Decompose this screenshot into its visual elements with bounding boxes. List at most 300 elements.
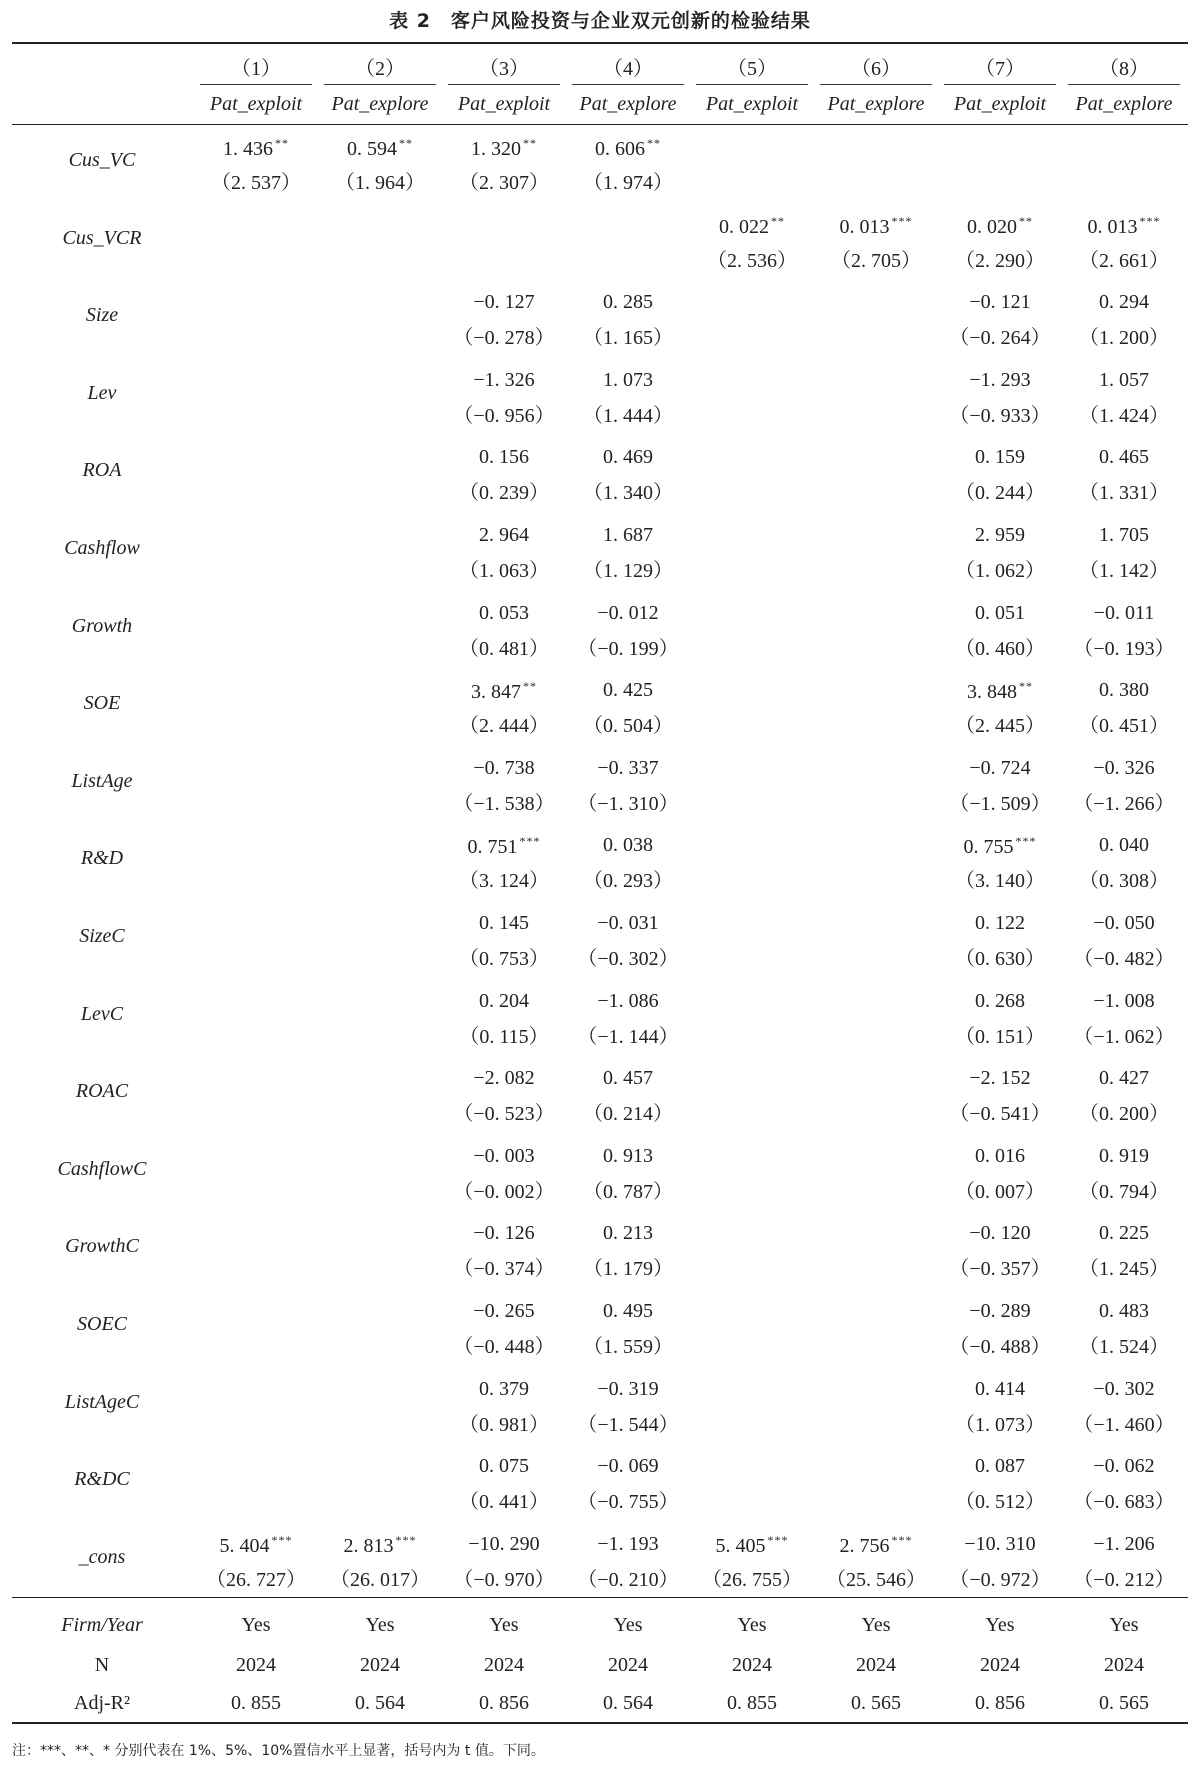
coefficient — [817, 1533, 935, 1558]
footer-value: Yes — [861, 1614, 891, 1636]
coef-value: 5. 404 — [219, 1534, 270, 1557]
coef-value: 0. 122 — [975, 912, 1025, 934]
coef-value: 0. 465 — [1099, 446, 1149, 469]
coef-value: −2. 152 — [969, 1067, 1031, 1090]
coefficient — [445, 757, 563, 780]
column-number: （1） — [231, 58, 281, 80]
significance-stars: *** — [891, 1532, 913, 1547]
t-statistic: （−0. 482） — [1073, 948, 1175, 970]
t-statistic: （−1. 310） — [577, 792, 679, 815]
coef-value: 0. 013 — [1087, 215, 1138, 238]
coef-value: 0. 051 — [975, 601, 1025, 624]
t-statistic: （−0. 972） — [949, 1568, 1051, 1591]
column-underline — [696, 84, 808, 85]
t-statistic: （−0. 448） — [453, 1336, 555, 1358]
coef-value: 3. 847 — [471, 681, 521, 704]
coef-value: 5. 405 — [715, 1534, 766, 1557]
coef-value: 0. 145 — [479, 912, 529, 934]
column-number: （3） — [479, 58, 529, 80]
column-underline — [820, 84, 932, 85]
row-label: ROAC — [75, 1080, 129, 1103]
t-statistic: （−0. 264） — [949, 327, 1051, 350]
coefficient — [569, 1455, 687, 1478]
coefficient — [941, 1300, 1059, 1323]
row-label: _cons — [78, 1545, 126, 1568]
coef-value: 3. 848 — [967, 681, 1017, 704]
footer-value: Yes — [365, 1614, 395, 1636]
t-statistic: （0. 441） — [459, 1491, 549, 1514]
coefficient — [1065, 1222, 1183, 1245]
t-statistic: （2. 536） — [707, 249, 797, 272]
coefficient — [1065, 1378, 1183, 1401]
t-statistic: （−0. 357） — [949, 1258, 1051, 1281]
coefficient — [1065, 369, 1183, 392]
t-statistic: （0. 239） — [459, 482, 549, 505]
coef-value: 1. 687 — [603, 524, 653, 546]
row-label: Size — [85, 304, 119, 327]
coef-value: 2. 756 — [839, 1534, 890, 1557]
coef-value: 0. 159 — [975, 446, 1025, 469]
coef-value: 0. 483 — [1099, 1300, 1149, 1322]
t-statistic: （1. 179） — [583, 1258, 673, 1281]
coefficient — [817, 214, 935, 239]
significance-stars: *** — [395, 1532, 417, 1547]
coefficient — [941, 1455, 1059, 1478]
coef-value: 0. 457 — [603, 1067, 653, 1090]
coef-value: 0. 013 — [839, 215, 890, 238]
coefficient — [1065, 291, 1183, 314]
coef-value: 0. 022 — [719, 215, 769, 238]
row-label: SizeC — [79, 925, 125, 947]
table-title: 表 2 客户风险投资与企业双元创新的检验结果 — [389, 10, 811, 32]
t-statistic: （−0. 683） — [1073, 1491, 1175, 1514]
coefficient — [569, 602, 687, 625]
coefficient — [569, 524, 687, 547]
coefficient — [569, 291, 687, 314]
footer-value: 0. 855 — [727, 1692, 777, 1714]
coef-value: 0. 380 — [1099, 679, 1149, 702]
coef-value: −0. 050 — [1093, 912, 1155, 934]
significance-stars: *** — [519, 834, 541, 849]
coef-value: 1. 436 — [223, 138, 273, 160]
footer-value: Yes — [737, 1614, 767, 1636]
t-statistic: （−1. 509） — [949, 792, 1051, 815]
t-statistic: （1. 524） — [1079, 1336, 1169, 1358]
coef-value: −0. 319 — [597, 1377, 659, 1400]
column-underline — [200, 84, 312, 85]
row-label: Cus_VC — [68, 149, 136, 171]
t-statistic: （26. 017） — [330, 1568, 430, 1591]
significance-stars: ** — [523, 679, 537, 694]
coef-value: −0. 326 — [1093, 756, 1155, 779]
coef-value: 0. 751 — [467, 836, 518, 859]
bottom-rule — [12, 1722, 1188, 1724]
coefficient — [1065, 214, 1183, 239]
coefficient — [569, 1378, 687, 1401]
column-number: （2） — [355, 58, 405, 80]
row-label: ROA — [82, 459, 122, 482]
t-statistic: （1. 444） — [583, 404, 673, 427]
footer-label: Firm/Year — [61, 1614, 143, 1636]
t-statistic: （1. 062） — [955, 560, 1045, 582]
footer-value: 2024 — [1104, 1654, 1144, 1676]
column-underline — [572, 84, 684, 85]
t-statistic: （−0. 488） — [949, 1336, 1051, 1358]
t-statistic: （−0. 541） — [949, 1103, 1051, 1126]
coefficient — [445, 990, 563, 1013]
row-label: GrowthC — [65, 1235, 139, 1258]
t-statistic: （1. 165） — [583, 327, 673, 350]
column-name: Pat_exploit — [953, 93, 1047, 115]
coefficient — [197, 136, 315, 161]
coefficient — [941, 1145, 1059, 1168]
coef-value: −10. 290 — [468, 1532, 540, 1555]
coef-value: 0. 755 — [963, 836, 1014, 859]
column-number: （7） — [975, 58, 1025, 80]
t-statistic: （0. 981） — [459, 1413, 549, 1436]
t-statistic: （0. 512） — [955, 1491, 1045, 1514]
coef-value: 0. 038 — [603, 834, 653, 857]
coef-value: 0. 427 — [1099, 1067, 1149, 1090]
coef-value: 0. 414 — [975, 1377, 1025, 1400]
coefficient — [693, 214, 811, 239]
coefficient — [1065, 602, 1183, 625]
footer-value: 0. 856 — [975, 1692, 1025, 1714]
column-name: Pat_exploit — [457, 93, 551, 115]
t-statistic: （2. 290） — [955, 249, 1045, 272]
t-statistic: （−0. 002） — [453, 1180, 555, 1203]
coefficient — [941, 291, 1059, 314]
coefficient — [1065, 524, 1183, 547]
coef-value: 0. 268 — [975, 989, 1025, 1012]
column-underline — [324, 84, 436, 85]
body-bottom-rule — [12, 1597, 1188, 1598]
footer-label: Adj-R² — [74, 1692, 130, 1714]
t-statistic: （1. 245） — [1079, 1258, 1169, 1281]
coef-value: 1. 320 — [471, 138, 521, 160]
column-number: （5） — [727, 58, 777, 80]
coefficient — [941, 679, 1059, 704]
coefficient — [445, 369, 563, 392]
coef-value: 0. 040 — [1099, 834, 1149, 857]
coefficient — [569, 1145, 687, 1168]
footer-value: 2024 — [608, 1654, 648, 1676]
significance-stars: *** — [1015, 834, 1037, 849]
column-number: （6） — [851, 58, 901, 80]
t-statistic: （−0. 956） — [453, 404, 555, 427]
significance-stars: ** — [647, 136, 661, 150]
coefficient — [941, 524, 1059, 547]
coefficient — [941, 912, 1059, 935]
footer-value: 2024 — [732, 1654, 772, 1676]
t-statistic: （1. 063） — [459, 560, 549, 582]
coefficient — [941, 1067, 1059, 1090]
coefficient — [569, 679, 687, 702]
coefficient — [941, 757, 1059, 780]
t-statistic: （3. 124） — [459, 870, 549, 893]
coef-value: 0. 469 — [603, 446, 653, 469]
t-statistic: （0. 794） — [1079, 1180, 1169, 1203]
significance-stars: ** — [1019, 213, 1033, 228]
coef-value: −0. 738 — [473, 756, 535, 779]
coef-value: −0. 012 — [597, 601, 659, 624]
column-underline — [448, 84, 560, 85]
t-statistic: （−0. 278） — [453, 327, 555, 350]
row-label: SOEC — [77, 1313, 127, 1335]
footer-value: 0. 856 — [479, 1692, 529, 1714]
t-statistic: （0. 293） — [583, 870, 673, 893]
coefficient — [941, 602, 1059, 625]
significance-stars: ** — [275, 136, 289, 150]
coef-value: −0. 011 — [1093, 601, 1155, 624]
coefficient — [941, 369, 1059, 392]
coefficient — [941, 446, 1059, 469]
t-statistic: （−0. 755） — [577, 1491, 679, 1514]
column-name: Pat_explore — [1075, 93, 1173, 115]
coef-value: −0. 127 — [473, 291, 535, 314]
coef-value: −0. 031 — [597, 912, 659, 934]
coef-value: 2. 959 — [975, 524, 1025, 546]
coef-value: −0. 337 — [597, 756, 659, 779]
coef-value: −0. 265 — [473, 1300, 535, 1322]
coef-value: 0. 075 — [479, 1455, 529, 1478]
coef-value: 0. 294 — [1099, 291, 1149, 314]
coefficient — [445, 524, 563, 547]
row-label: LevC — [80, 1002, 124, 1025]
coef-value: 0. 020 — [967, 215, 1017, 238]
t-statistic: （26. 755） — [702, 1568, 802, 1591]
coefficient — [569, 136, 687, 161]
coef-value: 0. 213 — [603, 1222, 653, 1245]
t-statistic: （−0. 933） — [949, 404, 1051, 427]
table-note: 注：***、**、* 分别代表在 1%、5%、10%置信水平上显著，括号内为 t 值。下同。 — [12, 1743, 545, 1759]
t-statistic: （3. 140） — [955, 870, 1045, 893]
t-statistic: （0. 214） — [583, 1103, 673, 1126]
t-statistic: （−1. 266） — [1073, 792, 1175, 815]
coefficient — [569, 990, 687, 1013]
significance-stars: ** — [523, 136, 537, 150]
row-label: R&DC — [74, 1468, 130, 1491]
coef-value: −0. 289 — [969, 1300, 1031, 1322]
t-statistic: （0. 481） — [459, 637, 549, 660]
coef-value: −0. 120 — [969, 1222, 1031, 1245]
row-label: Lev — [87, 381, 117, 404]
row-label: Cashflow — [64, 537, 140, 559]
coefficient — [941, 1222, 1059, 1245]
footer-value: 0. 565 — [1099, 1692, 1149, 1714]
coefficient — [445, 1533, 563, 1556]
coefficient — [941, 1533, 1059, 1556]
t-statistic: （−0. 302） — [577, 948, 679, 970]
significance-stars: *** — [767, 1532, 789, 1547]
footer-value: Yes — [613, 1614, 643, 1636]
footer-value: Yes — [985, 1614, 1015, 1636]
coef-value: 0. 087 — [975, 1455, 1025, 1478]
coefficient — [445, 602, 563, 625]
t-statistic: （−0. 970） — [453, 1568, 555, 1591]
coef-value: −10. 310 — [964, 1532, 1036, 1555]
coefficient — [569, 834, 687, 857]
footer-value: 0. 565 — [851, 1692, 901, 1714]
t-statistic: （0. 753） — [459, 948, 549, 970]
t-statistic: （−0. 193） — [1073, 637, 1175, 660]
coef-value: −1. 206 — [1093, 1532, 1155, 1555]
t-statistic: （1. 129） — [583, 560, 673, 582]
coefficient — [1065, 1145, 1183, 1168]
row-label: ListAge — [71, 769, 133, 792]
coefficient — [569, 369, 687, 392]
coef-value: −0. 121 — [969, 291, 1031, 314]
coefficient — [569, 446, 687, 469]
coefficient — [1065, 1533, 1183, 1556]
coefficient — [445, 834, 563, 859]
t-statistic: （−1. 544） — [577, 1413, 679, 1436]
coefficient — [197, 1533, 315, 1558]
t-statistic: （2. 444） — [459, 715, 549, 738]
row-label: R&D — [80, 847, 124, 870]
t-statistic: （1. 331） — [1079, 482, 1169, 505]
coefficient — [321, 136, 439, 161]
header-rule — [12, 124, 1188, 125]
significance-stars: ** — [771, 213, 785, 228]
column-number: （8） — [1099, 58, 1149, 80]
t-statistic: （−0. 374） — [453, 1258, 555, 1281]
t-statistic: （1. 424） — [1079, 404, 1169, 427]
row-label: ListAgeC — [64, 1390, 140, 1413]
coef-value: 0. 919 — [1099, 1144, 1149, 1167]
t-statistic: （2. 445） — [955, 715, 1045, 738]
t-statistic: （−1. 460） — [1073, 1413, 1175, 1436]
t-statistic: （0. 504） — [583, 715, 673, 738]
t-statistic: （−0. 212） — [1073, 1568, 1175, 1591]
coef-value: 2. 964 — [479, 524, 529, 546]
coef-value: 0. 425 — [603, 679, 653, 702]
footer-value: 2024 — [360, 1654, 400, 1676]
row-label: Cus_VCR — [62, 226, 142, 249]
coefficient — [1065, 1067, 1183, 1090]
t-statistic: （2. 705） — [831, 249, 921, 272]
column-name: Pat_explore — [331, 93, 429, 115]
coef-value: 2. 813 — [343, 1534, 394, 1557]
significance-stars: ** — [399, 136, 413, 150]
significance-stars: *** — [1139, 213, 1161, 228]
coef-value: 0. 379 — [479, 1377, 529, 1400]
coef-value: 0. 913 — [603, 1144, 653, 1167]
footer-label: N — [94, 1654, 110, 1676]
coef-value: 0. 016 — [975, 1144, 1025, 1167]
coefficient — [1065, 1455, 1183, 1478]
t-statistic: （1. 974） — [583, 172, 673, 194]
t-statistic: （−1. 144） — [577, 1025, 679, 1048]
coefficient — [569, 1067, 687, 1090]
coefficient — [941, 990, 1059, 1013]
t-statistic: （0. 451） — [1079, 715, 1169, 738]
top-rule — [12, 42, 1188, 44]
coef-value: −1. 326 — [473, 368, 535, 391]
t-statistic: （2. 537） — [211, 172, 301, 194]
t-statistic: （1. 142） — [1079, 560, 1169, 582]
coefficient — [569, 912, 687, 935]
footer-value: Yes — [1109, 1614, 1139, 1636]
column-number: （4） — [603, 58, 653, 80]
t-statistic: （1. 200） — [1079, 327, 1169, 350]
coef-value: 1. 705 — [1099, 524, 1149, 546]
coefficient — [1065, 912, 1183, 935]
footer-value: 0. 855 — [231, 1692, 281, 1714]
footer-value: 2024 — [484, 1654, 524, 1676]
coefficient — [693, 1533, 811, 1558]
t-statistic: （1. 073） — [955, 1413, 1045, 1436]
coef-value: −1. 193 — [597, 1532, 659, 1555]
coef-value: 1. 057 — [1099, 368, 1149, 391]
coefficient — [569, 1222, 687, 1245]
t-statistic: （26. 727） — [206, 1568, 306, 1591]
coefficient — [445, 912, 563, 935]
t-statistic: （−0. 523） — [453, 1103, 555, 1126]
t-statistic: （−0. 199） — [577, 637, 679, 660]
footer-value: 2024 — [980, 1654, 1020, 1676]
footer-value: 0. 564 — [603, 1692, 653, 1714]
t-statistic: （0. 308） — [1079, 870, 1169, 893]
coef-value: −0. 724 — [969, 756, 1031, 779]
t-statistic: （0. 151） — [955, 1025, 1045, 1048]
significance-stars: *** — [891, 213, 913, 228]
t-statistic: （0. 007） — [955, 1180, 1045, 1203]
coef-value: 0. 495 — [603, 1300, 653, 1322]
coefficient — [1065, 679, 1183, 702]
coefficient — [1065, 446, 1183, 469]
coefficient — [445, 291, 563, 314]
t-statistic: （1. 559） — [583, 1336, 673, 1358]
coef-value: −2. 082 — [473, 1067, 535, 1090]
t-statistic: （0. 460） — [955, 637, 1045, 660]
coefficient — [445, 1300, 563, 1323]
coef-value: −1. 008 — [1093, 989, 1155, 1012]
coef-value: 0. 204 — [479, 989, 529, 1012]
coefficient — [445, 1222, 563, 1245]
significance-stars: ** — [1019, 679, 1033, 694]
coef-value: −0. 003 — [473, 1144, 535, 1167]
coefficient — [445, 1455, 563, 1478]
row-label: CashflowC — [57, 1157, 147, 1180]
coef-value: −0. 302 — [1093, 1377, 1155, 1400]
t-statistic: （−1. 538） — [453, 792, 555, 815]
coefficient — [1065, 757, 1183, 780]
column-name: Pat_explore — [827, 93, 925, 115]
footer-value: 0. 564 — [355, 1692, 405, 1714]
coef-value: −1. 086 — [597, 989, 659, 1012]
row-label: SOE — [83, 692, 121, 715]
coef-value: −1. 293 — [969, 368, 1031, 391]
t-statistic: （1. 340） — [583, 482, 673, 505]
coef-value: 1. 073 — [603, 368, 653, 391]
coef-value: −0. 069 — [597, 1455, 659, 1478]
t-statistic: （2. 661） — [1079, 249, 1169, 272]
coefficient — [445, 1145, 563, 1168]
column-underline — [944, 84, 1056, 85]
coefficient — [569, 1533, 687, 1556]
coefficient — [569, 757, 687, 780]
t-statistic: （0. 115） — [459, 1025, 549, 1048]
coefficient — [941, 834, 1059, 859]
coefficient — [445, 679, 563, 704]
coefficient — [1065, 990, 1183, 1013]
footer-value: 2024 — [856, 1654, 896, 1676]
t-statistic: （25. 546） — [826, 1568, 926, 1591]
t-statistic: （1. 964） — [335, 172, 425, 194]
coef-value: −0. 126 — [473, 1222, 535, 1245]
coefficient — [941, 1378, 1059, 1401]
